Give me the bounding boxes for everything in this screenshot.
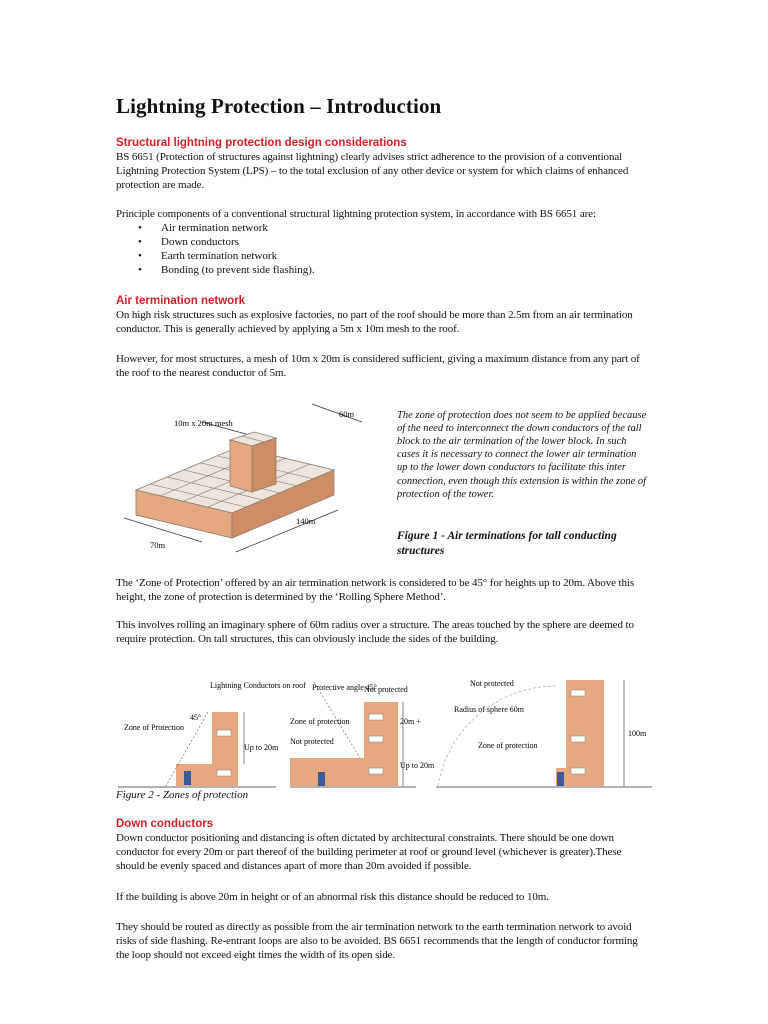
fig2-b-zone-label: Zone of protection (290, 717, 350, 726)
fig2-b-angle-label: Protective angle 45° (312, 683, 377, 692)
list-item: • Air termination network (116, 221, 315, 235)
fig1-label-140m: 140m (296, 516, 316, 526)
fig2-a-zone-label: Zone of Protection (124, 723, 184, 732)
paragraph-bs6651: BS 6651 (Protection of structures against lightning) clearly advises strict adherence to the provision of a conventional Lightning Protection System (LPS) – to the total exclusion of any other device or system for which claims of enhanced protection are made. (116, 151, 629, 191)
section-heading-down-conductors: Down conductors (116, 818, 214, 830)
paragraph-high-risk: On high risk structures such as explosive factories, no part of the roof should be more than 2.5m from an air termination conductor. This is generally achieved by applying a 5m x 10m mesh to the roof. (116, 309, 633, 335)
fig2-panel-b (290, 682, 435, 787)
component-list (116, 221, 315, 277)
fig2-a-upto-label: Up to 20m (244, 743, 279, 752)
page-title: Lightning Protection – Introduction (116, 94, 442, 118)
list-item: • Earth termination network (116, 249, 315, 263)
section-heading-air-termination: Air termination network (116, 295, 246, 307)
fig1-label-60m: 60m (339, 409, 355, 419)
fig2-panel-a (118, 681, 306, 787)
figure-2-zones-diagram (116, 672, 652, 790)
paragraph-zone-of-protection: The ‘Zone of Protection’ offered by an air termination network is considered to be 45° for heights up to 20m. Above this height, the zone of protection is determined by the ‘Rolling Sphere Method’. (116, 577, 635, 603)
fig1-label-mesh: 10m x 20m mesh (174, 418, 233, 428)
fig2-c-radius-label: Radius of sphere 60m (454, 705, 524, 714)
fig2-c-100m-label: 100m (628, 729, 647, 738)
paragraph-mesh: However, for most structures, a mesh of 10m x 20m is considered sufficient, giving a maximum distance from any part of the roof to the nearest conductor of 5m. (116, 353, 640, 379)
list-item: • Down conductors (116, 235, 315, 249)
fig1-label-70m: 70m (150, 540, 166, 550)
fig2-a-conductors-label: Lightning Conductors on roof (210, 681, 306, 690)
paragraph-principle-components: Principle components of a conventional structural lightning protection system, in accordance with BS 6651 are: (116, 208, 596, 220)
list-item: • Bonding (to prevent side flashing). (116, 263, 315, 277)
fig2-c-notprot-label: Not protected (470, 679, 514, 688)
fig2-c-zone-label: Zone of protection (478, 741, 538, 750)
fig2-b-notprot-label: Not protected (290, 737, 334, 746)
paragraph-routing: They should be routed as directly as possible from the air termination network to the earth termination network to avoid risks of side flashing. Re-entrant loops are also to be avoided. BS 6651 recommends that the length of conductor forming the loop should not exceed eight times the width of its open side. (116, 921, 638, 961)
fig2-panel-c (436, 679, 652, 787)
fig2-b-notprot-top-label: Not protected (364, 685, 408, 694)
fig2-b-20plus-label: 20m + (400, 717, 421, 726)
figure-1-caption: Figure 1 - Air terminations for tall conducting structures (397, 529, 617, 557)
paragraph-down-conductor-positioning: Down conductor positioning and distancing is often dictated by architectural constraints. There should be one down conductor for every 20m or part thereof of the building perimeter at roof or ground level (whichever is greater).These should be evenly spaced and distances apart of more than 20m avoided if possible. (116, 832, 622, 872)
figure-1-air-terminations-diagram (116, 392, 388, 564)
fig2-b-upto-label: Up to 20m (400, 761, 435, 770)
paragraph-building-height: If the building is above 20m in height or of an abnormal risk this distance should be reduced to 10m. (116, 891, 549, 903)
paragraph-rolling-sphere: This involves rolling an imaginary sphere of 60m radius over a structure. The areas touched by the sphere are deemed to require protection. On tall structures, this can obviously include the sides of the building. (116, 619, 634, 645)
fig2-a-angle-label: 45° (190, 713, 202, 722)
section-heading-design: Structural lightning protection design considerations (116, 137, 407, 149)
figure-2-caption: Figure 2 - Zones of protection (116, 789, 249, 801)
figure-1-note: The zone of protection does not seem to be applied because of the need to interconnect the down conductors of the tall block to the air termination of the lower block. In such cases it is necessary to connect the lower air termination up to the lower down conductors to facilitate this inter connection, even though this extension is within the zone of protection of the tower. (397, 409, 647, 500)
